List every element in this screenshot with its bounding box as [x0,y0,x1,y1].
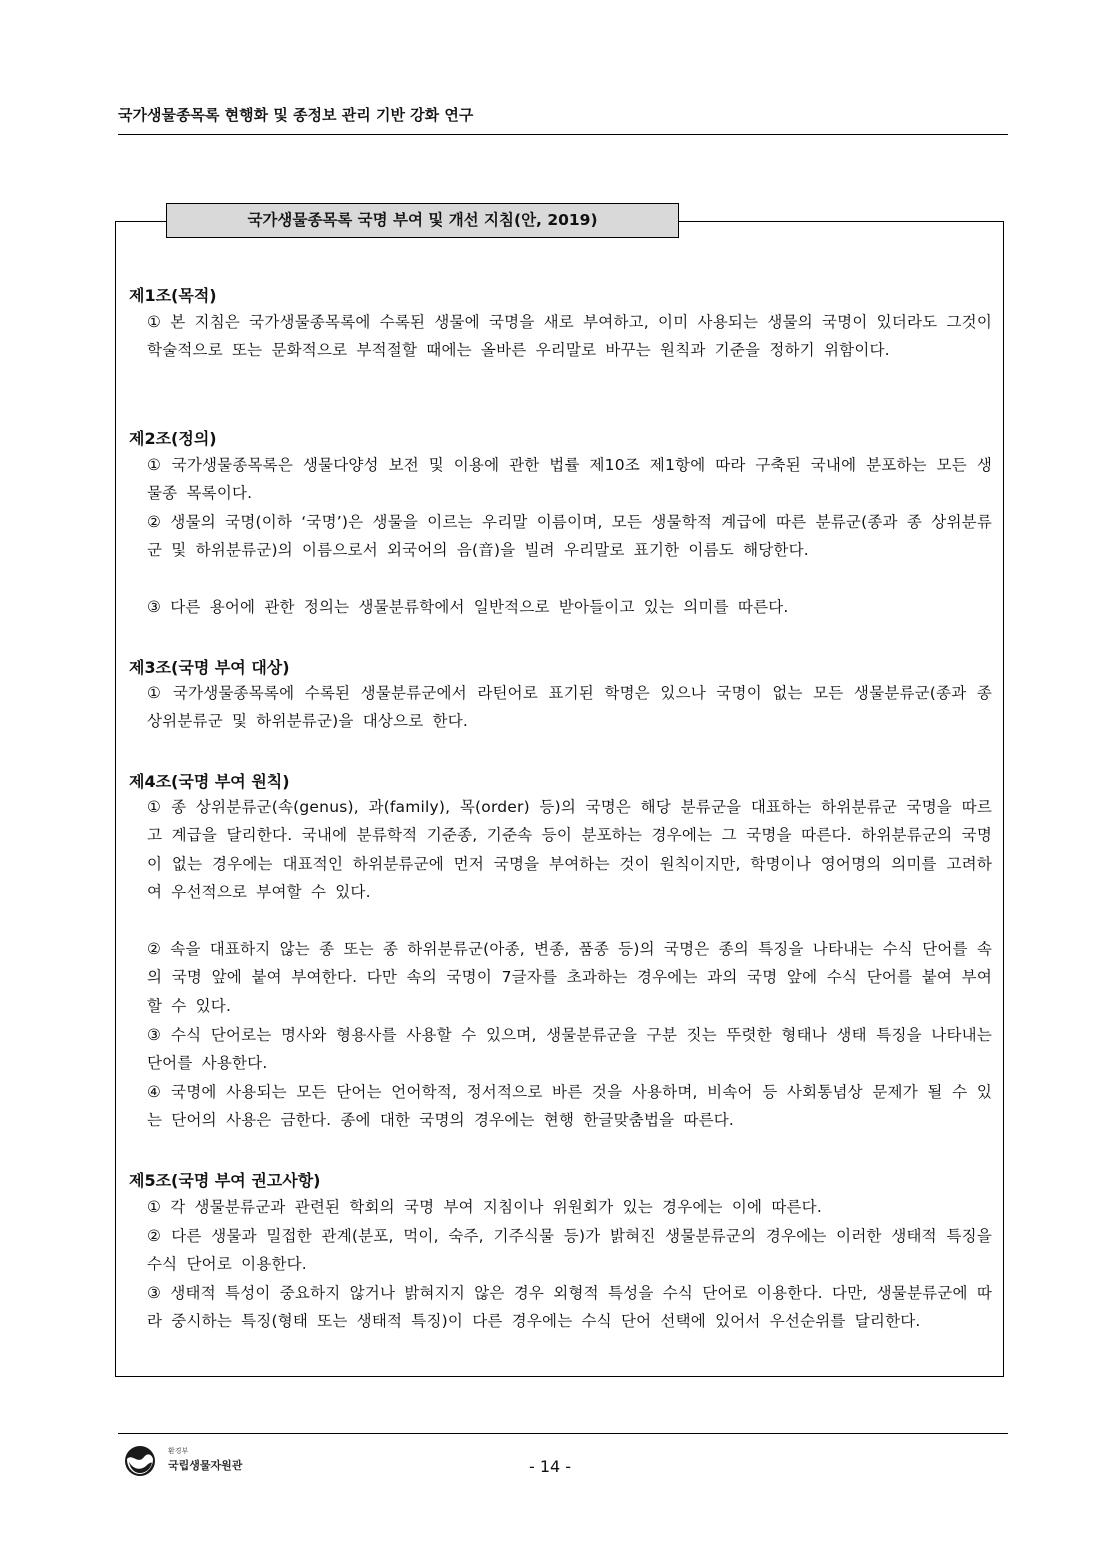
article-1-heading: 제1조(목적) [129,286,217,305]
article-3-para-1: ① 국가생물종목록에 수록된 생물분류군에서 라틴어로 표기된 학명은 있으나 국명이 없는 모든 생물분류군(종과 종 상위분류군 및 하위분류군)을 대상으로 한다. [147,684,992,731]
article-3-heading: 제3조(국명 부여 대상) [129,658,290,677]
article-2-para-3: ③ 다른 용어에 관한 정의는 생물분류학에서 일반적으로 받아들이고 있는 의미를 따른다. [147,598,789,616]
article-4-para-3: ③ 수식 단어로는 명사와 형용사를 사용할 수 있으며, 생물분류군을 구분 짓는 뚜렷한 형태나 생태 특징을 나타내는 단어를 사용한다. [147,1026,992,1073]
article-2-heading: 제2조(정의) [129,429,217,448]
article-1-para-1: ① 본 지침은 국가생물종목록에 수록된 생물에 국명을 새로 부여하고, 이미 사용되는 생물의 국명이 있더라도 그것이 학술적으로 또는 문화적으로 부적절할 때에는 올바른 우리말로 바꾸는 원칙과 기준을 정하기 위함이다. [147,313,992,360]
article-4-para-4: ④ 국명에 사용되는 모든 단어는 언어학적, 정서적으로 바른 것을 사용하며, 비속어 등 사회통념상 문제가 될 수 있는 단어의 사용은 금한다. 종에 대한 국명의 경우에는 현행 한글맞춤법을 따른다. [147,1083,992,1130]
article-4-para-1: ① 종 상위분류군(속(genus), 과(family), 목(order) 등)의 국명은 해당 분류군을 대표하는 하위분류군 국명을 따르고 계급을 달리한다. 국내에 분류학적 기준종, 기준속 등이 분포하는 경우에는 그 국명을 따른다. 하위분류군의 국명이 없는 경우에는 대표적인 하위분류군에 먼저 국명을 부여하는 것이 원칙이지만, 학명이나 영어명의 의미를 고려하여 우선적으로 부여할 수 있다. [147,798,992,902]
article-4-para-2: ② 속을 대표하지 않는 종 또는 종 하위분류군(아종, 변종, 품종 등)의 국명은 종의 특징을 나타내는 수식 단어를 속의 국명 앞에 붙여 부여한다. 다만 속의 국명이 7글자를 초과하는 경우에는 과의 국명 앞에 수식 단어를 붙여 부여할 수 있다. [147,940,992,1015]
article-2-para-1: ① 국가생물종목록은 생물다양성 보전 및 이용에 관한 법률 제10조 제1항에 따라 구축된 국내에 분포하는 모든 생물종 목록이다. [147,456,992,503]
article-4-heading: 제4조(국명 부여 원칙) [129,772,290,791]
logo-emblem-icon [124,1445,156,1477]
article-5-heading: 제5조(국명 부여 권고사항) [129,1171,321,1190]
article-5-para-1: ① 각 생물분류군과 관련된 학회의 국명 부여 지침이나 위원회가 있는 경우에는 이에 따른다. [147,1198,822,1216]
page-number: - 14 - [528,1457,572,1476]
article-2-para-2: ② 생물의 국명(이하 ‘국명’)은 생물을 이르는 우리말 이름이며, 모든 생물학적 계급에 따른 분류군(종과 종 상위분류군 및 하위분류군)의 이름으로서 외국어의 음(音)을 빌려 우리말로 표기한 이름도 해당한다. [147,513,992,560]
running-header: 국가생물종목록 현행화 및 종정보 관리 기반 강화 연구 [118,106,474,124]
article-5-para-2: ② 다른 생물과 밀접한 관계(분포, 먹이, 숙주, 기주식물 등)가 밝혀진 생물분류군의 경우에는 이러한 생태적 특징을 수식 단어로 이용한다. [147,1227,992,1274]
logo-ministry-text: 환경부 [168,1447,189,1455]
box-title: 국가생물종목록 국명 부여 및 개선 지침(안, 2019) [166,203,679,238]
header-rule [118,134,1008,135]
institution-logo [124,1443,294,1483]
footer-rule [118,1433,1008,1434]
article-5-para-3: ③ 생태적 특성이 중요하지 않거나 밝혀지지 않은 경우 외형적 특성을 수식 단어로 이용한다. 다만, 생물분류군에 따라 중시하는 특징(형태 또는 생태적 특징)이 다른 경우에는 수식 단어 선택에 있어서 우선순위를 달리한다. [147,1284,992,1331]
logo-institution-name: 국립생물자원관 [168,1459,243,1472]
